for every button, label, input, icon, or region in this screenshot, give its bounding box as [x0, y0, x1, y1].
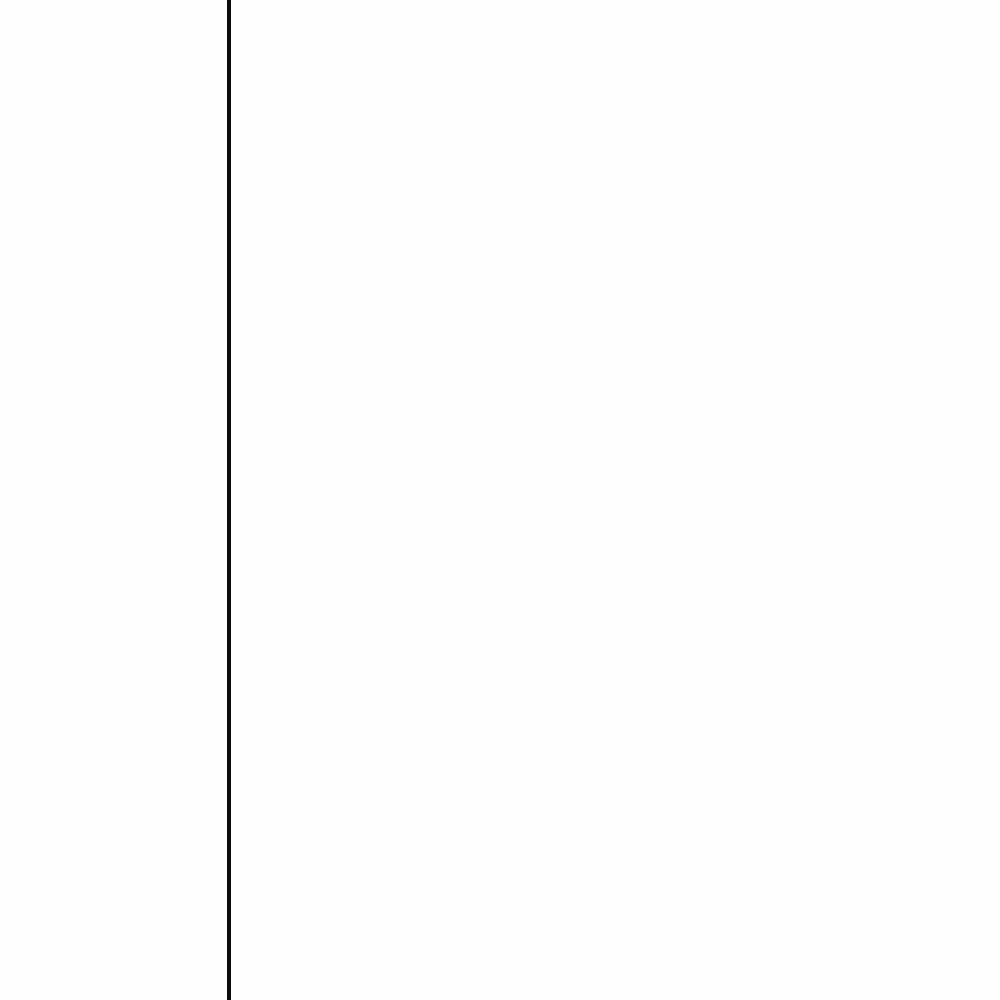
right-blank-region — [231, 0, 1000, 1000]
left-blank-region — [0, 0, 227, 1000]
